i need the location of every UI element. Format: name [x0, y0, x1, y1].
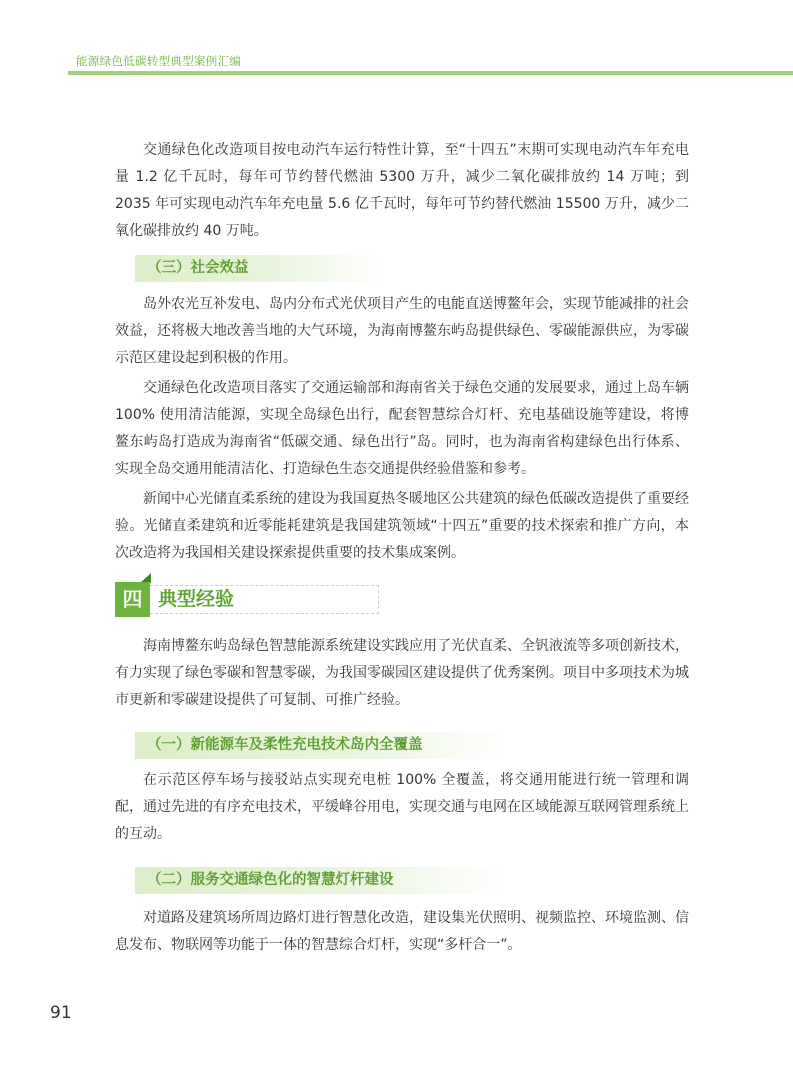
paragraph-smart-lamp: 对道路及建筑场所周边路灯进行智慧化改造，建设集光伏照明、视频监控、环境监测、信息发布、物联网等功能于一体的智慧综合灯杆，实现“多杆合一”。	[115, 910, 689, 953]
running-header: 能源绿色低碳转型典型案例汇编	[76, 54, 242, 68]
page-number: 91	[50, 1003, 72, 1023]
section-heading-text: （二）服务交通绿色化的智慧灯杆建设	[147, 872, 394, 888]
chapter-number-box: 四	[115, 582, 150, 617]
paragraph-charging-coverage: 在示范区停车场与接驳站点实现充电桩 100% 全覆盖，将交通用能进行统一管理和调配，通过先进的有序充电技术，平缓峰谷用电，实现交通与电网在区域能源互联网管理系统上的互动。	[115, 772, 689, 842]
section-heading-text: （三）社会效益	[147, 260, 249, 276]
chapter-title: 典型经验	[158, 588, 235, 610]
paragraph-experience-summary: 海南博鳌东屿岛绿色智慧能源系统建设实践应用了光伏直柔、全钒液流等多项创新技术，有力实现了绿色零碳和智慧零碳，为我国零碳园区建设提供了优秀案例。项目中多项技术为城市更新和零碳建设提供了可复制、可推广经验。	[115, 638, 689, 708]
section-heading-smart-lamp	[135, 867, 510, 894]
section-heading-text: （一）新能源车及柔性充电技术岛内全覆盖	[147, 737, 423, 753]
section-heading-ev-charging	[135, 732, 510, 759]
paragraph-green-transport: 交通绿色化改造项目落实了交通运输部和海南省关于绿色交通的发展要求，通过上岛车辆 100% 使用清洁能源，实现全岛绿色出行，配套智慧综合灯杆、充电基础设施等建设，将博鳌东屿岛打造成为海南省“低碳交通、绿色出行”岛。同时，也为海南省构建绿色出行体系、实现全岛交通用能清洁化、打造绿色生态交通提供经验借鉴和参考。	[115, 380, 689, 477]
header-rule	[68, 71, 793, 75]
paragraph-solar-energy: 岛外农光互补发电、岛内分布式光伏项目产生的电能直送博鳌年会，实现节能减排的社会效益，还将极大地改善当地的大气环境，为海南博鳌东屿岛提供绿色、零碳能源供应，为零碳示范区建设起到积极的作用。	[115, 296, 689, 366]
paragraph-news-center: 新闻中心光储直柔系统的建设为我国夏热冬暖地区公共建筑的绿色低碳改造提供了重要经验。光储直柔建筑和近零能耗建筑是我国建筑领域“十四五”重要的技术探索和推广方向，本次改造将为我国相关建设探索提供重要的技术集成案例。	[115, 491, 689, 561]
section-heading-social-benefit	[135, 255, 385, 282]
paragraph-charging-benefit: 交通绿色化改造项目按电动汽车运行特性计算，至“十四五”末期可实现电动汽车年充电量 1.2 亿千瓦时，每年可节约替代燃油 5300 万升，减少二氧化碳排放约 14 万吨；到 2035 年可实现电动汽车年充电量 5.6 亿千瓦时，每年可节约替代燃油 15500 万升，减少二氧化碳排放约 40 万吨。	[115, 142, 689, 239]
